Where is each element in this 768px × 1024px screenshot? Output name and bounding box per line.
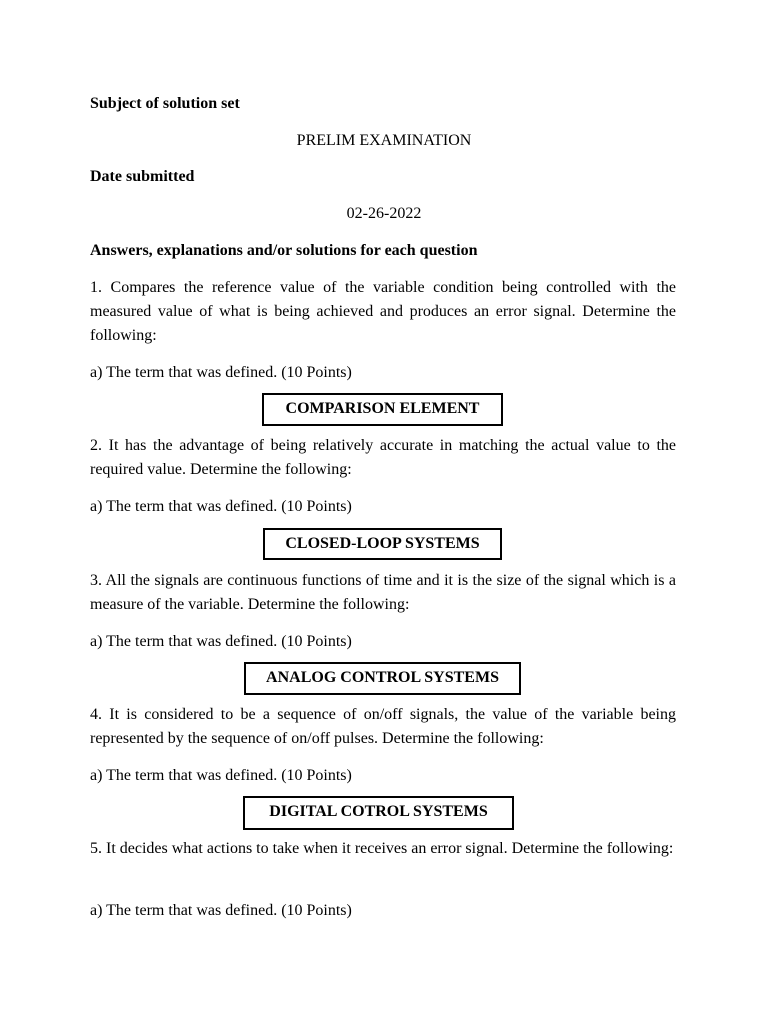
question-2-sub: a) The term that was defined. (10 Points) [90,498,352,515]
date-label: Date submitted [90,168,195,185]
question-4-prompt: 4. It is considered to be a sequence of on/off signals, the value of the variable being represented by the sequence of on/off pulses. Determine the following: [90,706,676,747]
question-1-sub: a) The term that was defined. (10 Points) [90,364,352,381]
answers-heading: Answers, explanations and/or solutions for each question [90,242,478,259]
date-value: 02-26-2022 [346,205,422,222]
question-2-answer-box: CLOSED-LOOP SYSTEMS [263,528,502,560]
question-5-sub: a) The term that was defined. (10 Points) [90,902,352,919]
subject-value: PRELIM EXAMINATION [296,132,472,149]
subject-label: Subject of solution set [90,95,240,112]
question-1-answer-box: COMPARISON ELEMENT [262,393,503,426]
question-5-prompt: 5. It decides what actions to take when it receives an error signal. Determine the following: [90,840,674,857]
question-3-prompt: 3. All the signals are continuous functions of time and it is the size of the signal which is a measure of the variable. Determine the following: [90,572,676,613]
question-4-sub: a) The term that was defined. (10 Points) [90,767,352,784]
question-3-answer-box: ANALOG CONTROL SYSTEMS [244,662,521,695]
question-2-prompt: 2. It has the advantage of being relatively accurate in matching the actual value to the required value. Determine the following: [90,437,676,478]
question-1-prompt: 1. Compares the reference value of the variable condition being controlled with the measured value of what is being achieved and produces an error signal. Determine the following: [90,279,676,344]
question-3-sub: a) The term that was defined. (10 Points) [90,633,352,650]
question-4-answer-box: DIGITAL COTROL SYSTEMS [243,796,514,830]
